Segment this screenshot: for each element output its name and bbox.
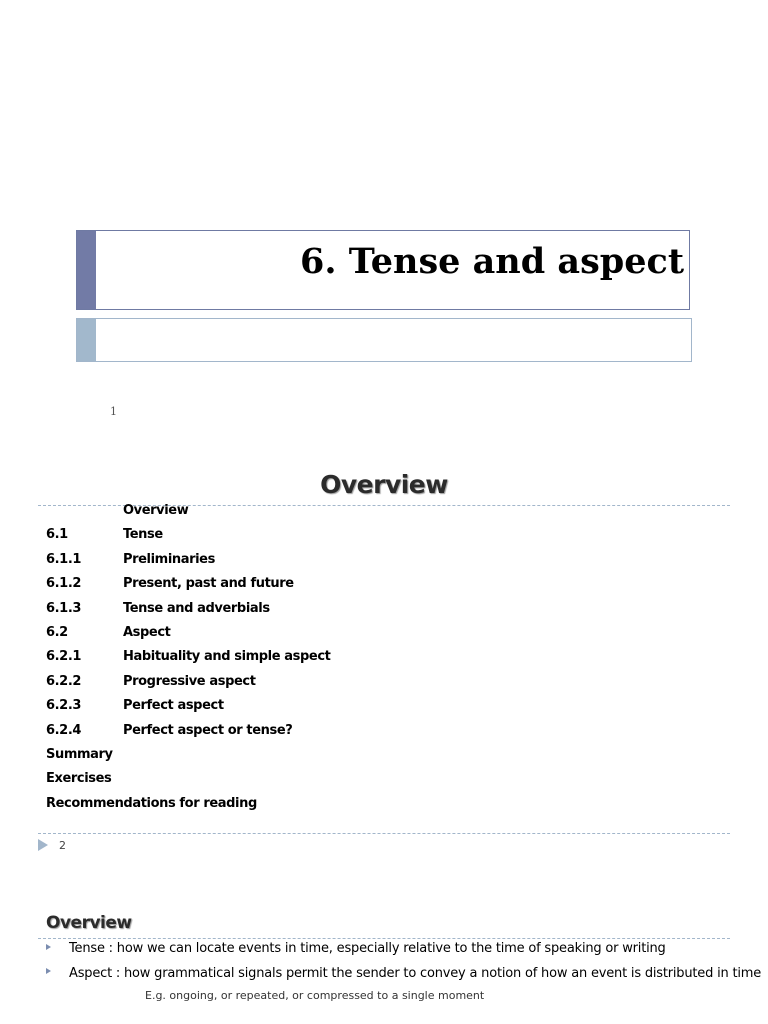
table-of-contents <box>46 503 726 820</box>
bullet-tense: Tense : how we can locate events in time, especially relative to the time of speaking or writing <box>69 941 666 956</box>
toc-row <box>46 552 726 576</box>
toc-row <box>46 771 726 795</box>
toc-number: 6.1.2 <box>46 576 82 592</box>
toc-row <box>46 601 726 625</box>
toc-label: Summary <box>46 746 113 762</box>
toc-number: 6.1.3 <box>46 600 82 616</box>
toc-label: Exercises <box>46 771 112 787</box>
page-number: 1 <box>110 405 117 418</box>
bullet-arrow-icon <box>46 944 51 950</box>
divider-bottom <box>38 833 730 834</box>
toc-label: Perfect aspect <box>123 698 224 714</box>
page-number: 2 <box>59 839 66 852</box>
toc-label: Tense and adverbials <box>123 600 270 616</box>
bullet-aspect: Aspect : how grammatical signals permit the sender to convey a notion of how an event is distributed in time <box>69 966 762 981</box>
bullet-arrow-icon <box>46 968 51 974</box>
divider-slide3 <box>38 938 730 939</box>
toc-label: Aspect <box>123 624 171 640</box>
toc-label: Present, past and future <box>123 576 294 592</box>
toc-row <box>46 698 726 722</box>
toc-label: Habituality and simple aspect <box>123 649 331 665</box>
toc-row <box>46 747 726 771</box>
toc-label: Progressive aspect <box>123 673 256 689</box>
toc-row <box>46 674 726 698</box>
subtitle-accent-bar <box>77 319 96 361</box>
toc-label: Perfect aspect or tense? <box>123 722 293 738</box>
toc-row <box>46 625 726 649</box>
overview-heading-2: Overview <box>46 913 132 933</box>
subtitle-box <box>76 318 692 362</box>
toc-number: 6.2.3 <box>46 698 82 714</box>
toc-label: Tense <box>123 527 163 543</box>
toc-number: 6.2 <box>46 624 68 640</box>
toc-number: 6.2.1 <box>46 649 82 665</box>
toc-number: 6.1.1 <box>46 551 82 567</box>
toc-number: 6.2.4 <box>46 722 82 738</box>
toc-row <box>46 503 726 527</box>
toc-row <box>46 576 726 600</box>
overview-heading: Overview <box>320 470 448 499</box>
play-arrow-icon <box>38 839 48 851</box>
title-box <box>76 230 690 310</box>
toc-row <box>46 649 726 673</box>
title-accent-bar <box>77 231 96 309</box>
toc-row <box>46 527 726 551</box>
toc-label: Recommendations for reading <box>46 795 257 811</box>
slide-title: 6. Tense and aspect <box>299 241 684 282</box>
toc-row <box>46 723 726 747</box>
toc-row <box>46 796 726 820</box>
toc-label: Overview <box>123 503 189 518</box>
toc-number: 6.1 <box>46 527 68 543</box>
toc-number: 6.2.2 <box>46 673 82 689</box>
toc-label: Preliminaries <box>123 551 215 567</box>
example-text: E.g. ongoing, or repeated, or compressed to a single moment <box>145 989 485 1002</box>
